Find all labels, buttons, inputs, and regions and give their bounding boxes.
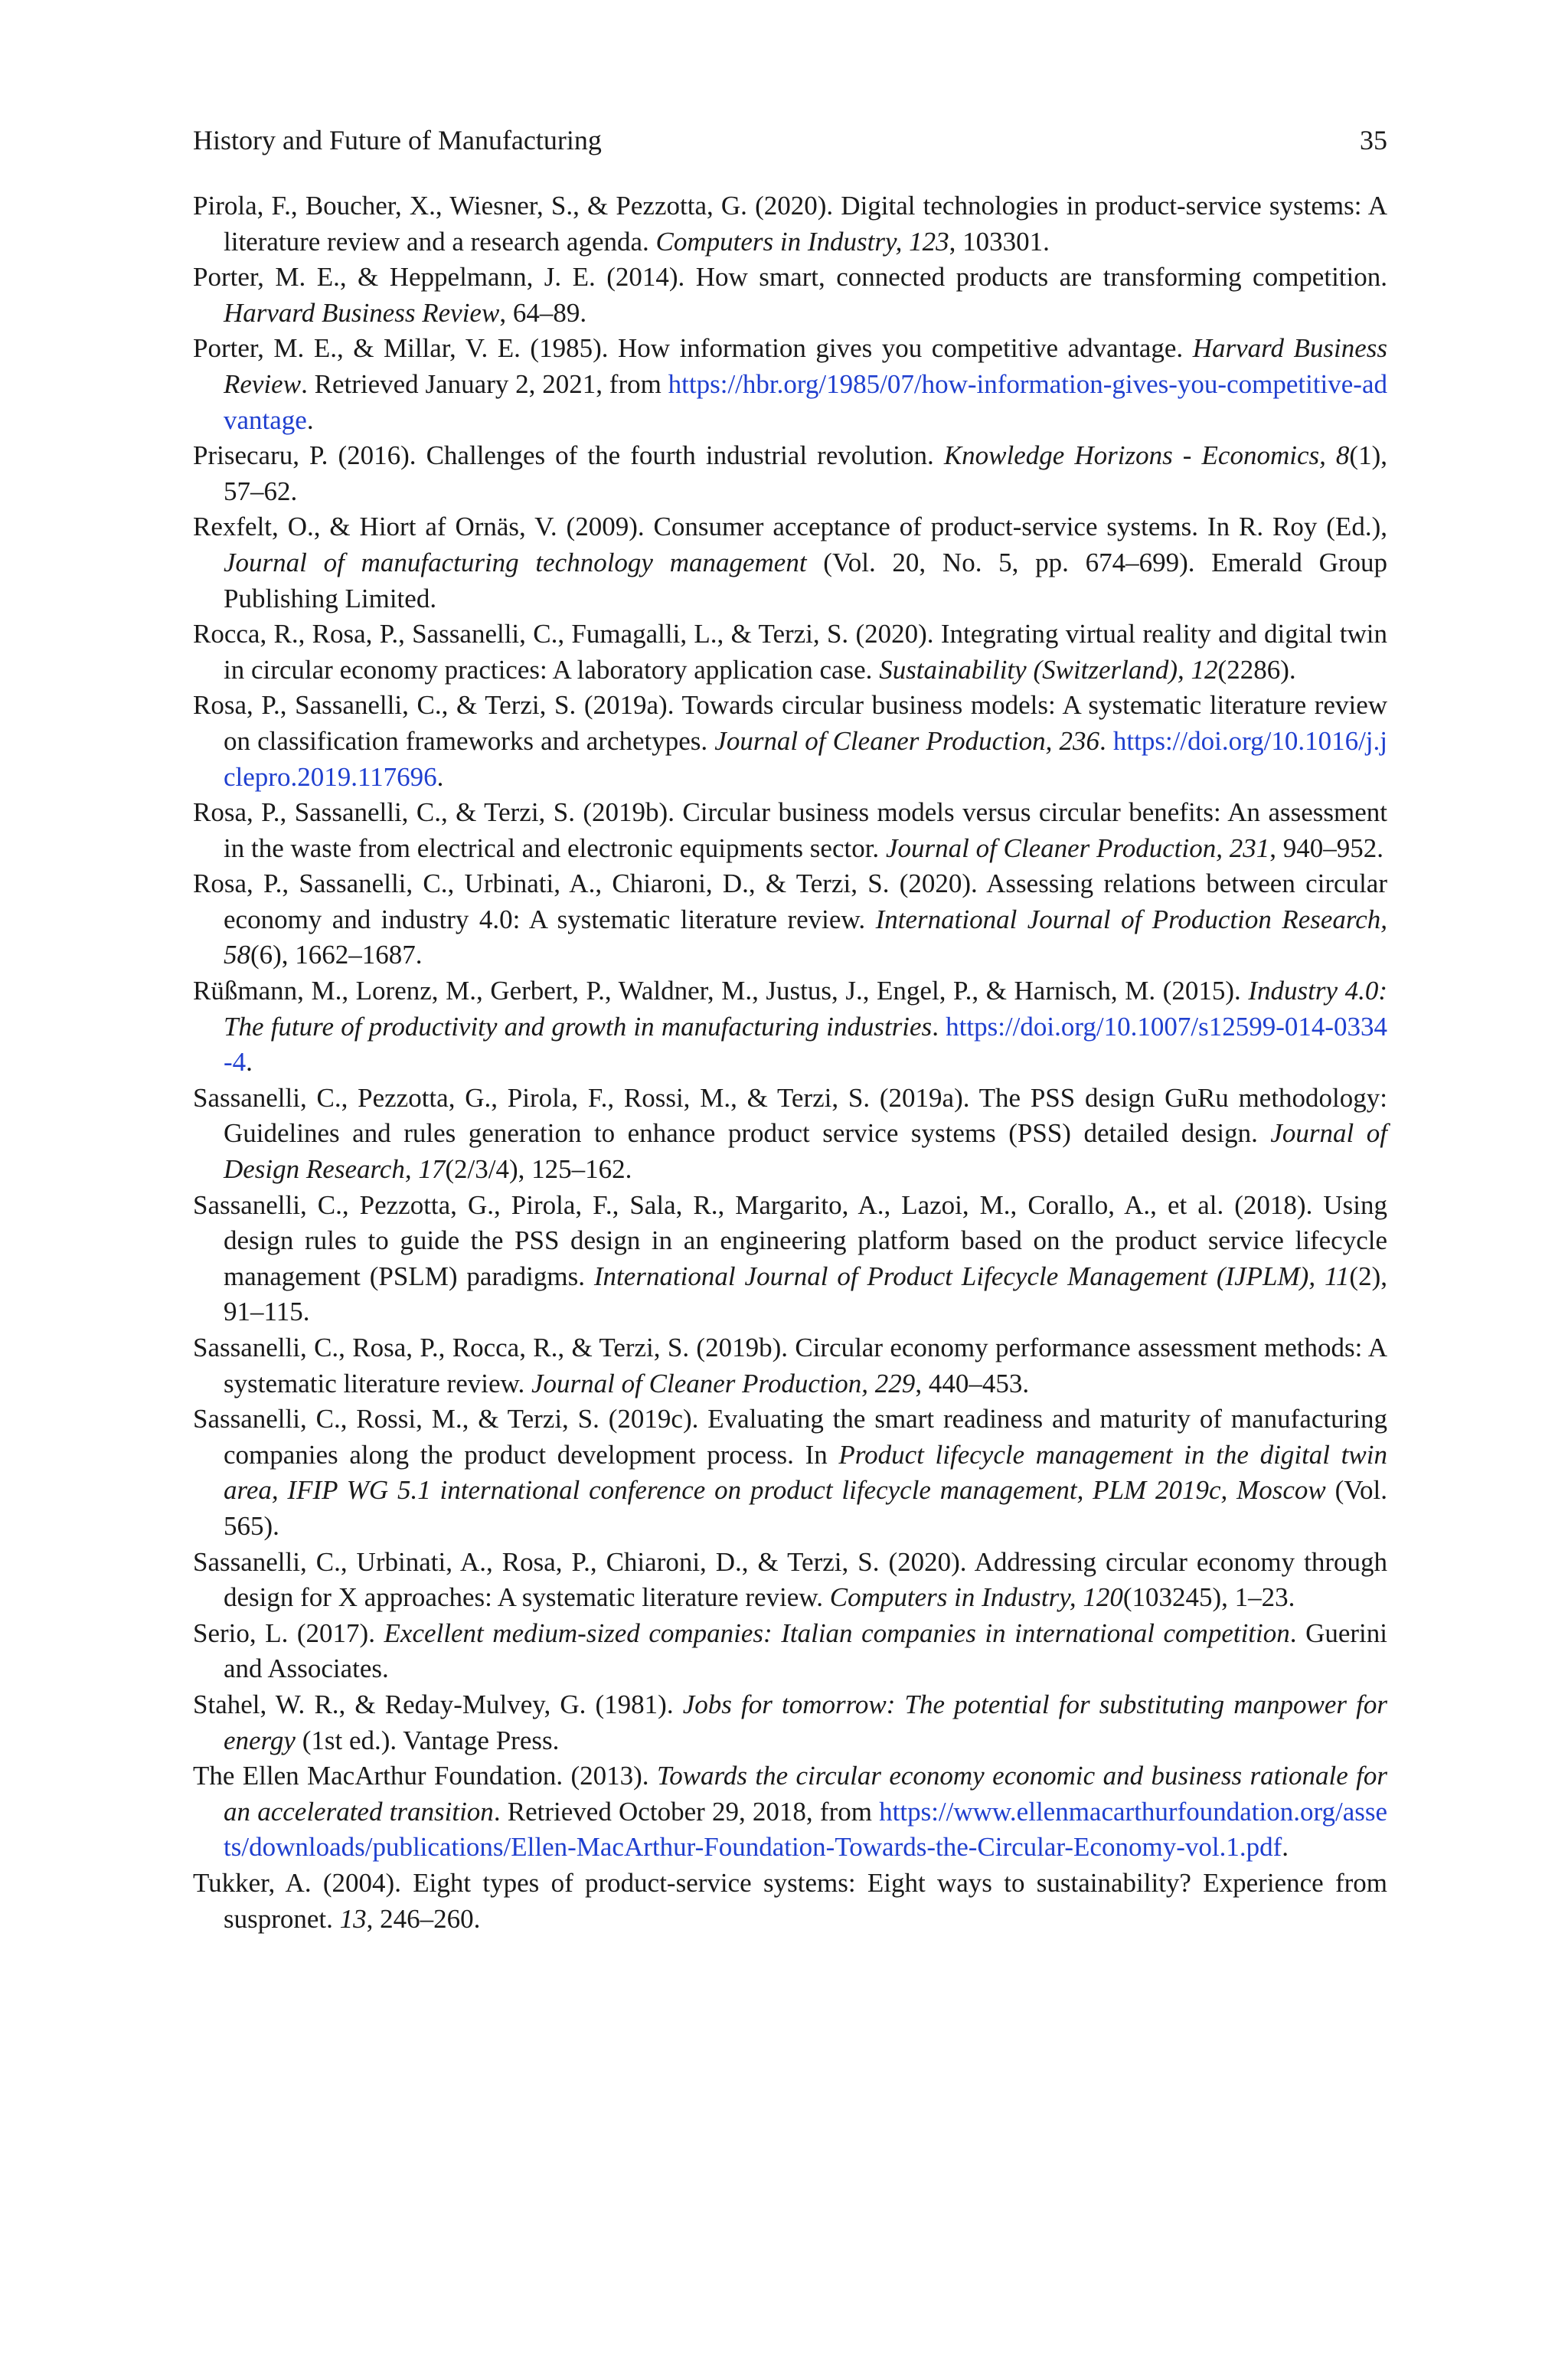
reference-link[interactable]: https://www.ellenmacarthurfoundation.org/assets/downloads/publications/Ellen-MacArthur-Foundation-Towards-the-Circular-Economy-vol.1.pdf bbox=[224, 1796, 1388, 1863]
reference-text: (2/3/4), 125–162. bbox=[445, 1154, 632, 1185]
reference-source-title: Knowledge Horizons - Economics, 8 bbox=[943, 440, 1350, 471]
reference-text: , 940–952. bbox=[1269, 832, 1383, 863]
reference-text: Pirola, F., Boucher, X., Wiesner, S., & Pezzotta, G. (2020). Digital technologies in product-service systems: A literature review and a research agenda. bbox=[193, 191, 1387, 257]
running-head bbox=[193, 123, 1387, 158]
reference-text: Rosa, P., Sassanelli, C., & Terzi, S. (2019b). Circular business models versus circular benefits: An assessment in the waste from electrical and electronic equipments sector. bbox=[193, 797, 1387, 863]
reference-text: Serio, L. (2017). bbox=[193, 1617, 384, 1648]
reference-text: , 103301. bbox=[949, 226, 1050, 257]
reference-entry bbox=[193, 1687, 1387, 1758]
reference-source-title: International Journal of Product Lifecycle Management (IJPLM), 11 bbox=[593, 1261, 1350, 1291]
reference-entry bbox=[193, 1758, 1387, 1866]
reference-source-title: Harvard Business Review bbox=[224, 333, 1387, 399]
reference-entry bbox=[193, 688, 1387, 795]
reference-entry bbox=[193, 973, 1387, 1081]
reference-source-title: Sustainability (Switzerland), 12 bbox=[879, 654, 1218, 685]
reference-text: . Guerini and Associates. bbox=[224, 1617, 1387, 1684]
reference-source-title: Journal of Cleaner Production, 231 bbox=[885, 832, 1270, 863]
reference-source-title: Journal of manufacturing technology management bbox=[224, 547, 807, 577]
reference-text: . bbox=[932, 1011, 946, 1042]
reference-text: (2), 91–115. bbox=[224, 1261, 1387, 1327]
reference-text: Sassanelli, C., Pezzotta, G., Pirola, F., Rossi, M., & Terzi, S. (2019a). The PSS design GuRu methodology: Guidelines and rules generation to enhance product service systems (PSS) detailed design. bbox=[193, 1082, 1387, 1149]
reference-entry bbox=[193, 1330, 1387, 1402]
reference-source-title: Journal of Design Research, 17 bbox=[224, 1118, 1387, 1185]
reference-entry bbox=[193, 1866, 1387, 1937]
reference-entry bbox=[193, 1402, 1387, 1544]
reference-link[interactable]: https://doi.org/10.1016/j.jclepro.2019.117696 bbox=[224, 725, 1388, 792]
reference-text: Tukker, A. (2004). Eight types of product-service systems: Eight ways to sustainability? Experience from suspronet. bbox=[193, 1867, 1387, 1934]
reference-text: Stahel, W. R., & Reday-Mulvey, G. (1981). bbox=[193, 1689, 683, 1719]
reference-source-title: Industry 4.0: The future of productivity and growth in manufacturing industries bbox=[224, 976, 1387, 1042]
reference-entry bbox=[193, 331, 1387, 438]
reference-source-title: Computers in Industry, 123 bbox=[655, 226, 949, 257]
reference-source-title: International Journal of Production Research, 58 bbox=[224, 904, 1388, 970]
reference-text: Sassanelli, C., Rosa, P., Rocca, R., & Terzi, S. (2019b). Circular economy performance assessment methods: A systematic literature review. bbox=[193, 1333, 1387, 1398]
reference-source-title: Journal of Cleaner Production, 229 bbox=[531, 1368, 916, 1398]
reference-text: (6), 1662–1687. bbox=[250, 940, 423, 970]
reference-text: Rüßmann, M., Lorenz, M., Gerbert, P., Waldner, M., Justus, J., Engel, P., & Harnisch, M. (2015). bbox=[193, 976, 1249, 1006]
reference-text: Rexfelt, O., & Hiort af Ornäs, V. (2009). Consumer acceptance of product-service systems. In R. Roy (Ed.), bbox=[193, 512, 1387, 542]
reference-entry bbox=[193, 438, 1387, 509]
reference-text: Sassanelli, C., Rossi, M., & Terzi, S. (2019c). Evaluating the smart readiness and maturity of manufacturing companies along the product development process. In bbox=[193, 1404, 1387, 1470]
reference-text: , 246–260. bbox=[366, 1903, 481, 1934]
reference-text: Rosa, P., Sassanelli, C., & Terzi, S. (2019a). Towards circular business models: A systematic literature review on classification frameworks and archetypes. bbox=[193, 690, 1387, 756]
reference-entry bbox=[193, 1545, 1387, 1616]
reference-source-title: 13 bbox=[339, 1903, 367, 1934]
reference-text: Porter, M. E., & Millar, V. E. (1985). How information gives you competitive advantage. bbox=[193, 333, 1193, 364]
reference-text: The Ellen MacArthur Foundation. (2013). bbox=[193, 1761, 657, 1791]
reference-source-title: Jobs for tomorrow: The potential for substituting manpower for energy bbox=[224, 1689, 1387, 1755]
reference-source-title: Computers in Industry, 120 bbox=[829, 1582, 1123, 1613]
reference-entry bbox=[193, 617, 1387, 688]
running-head-title: History and Future of Manufacturing bbox=[193, 125, 602, 155]
reference-text: . bbox=[306, 404, 314, 435]
reference-text: Sassanelli, C., Pezzotta, G., Pirola, F., Sala, R., Margarito, A., Lazoi, M., Corallo, A., et al. (2018). Using design rules to guide the PSS design in an engineering platform based on the product service lifecycle management (PSLM) paradigms. bbox=[193, 1189, 1387, 1291]
reference-list bbox=[193, 188, 1387, 1937]
page-number: 35 bbox=[1360, 125, 1387, 155]
reference-text: (1st ed.). Vantage Press. bbox=[295, 1725, 560, 1755]
reference-text: . Retrieved October 29, 2018, from bbox=[493, 1796, 880, 1827]
reference-text: , 440–453. bbox=[915, 1368, 1030, 1398]
reference-text: (1), 57–62. bbox=[224, 440, 1387, 506]
reference-entry bbox=[193, 866, 1387, 973]
reference-source-title: Product lifecycle management in the digital twin area, IFIP WG 5.1 international conference on product lifecycle management, PLM 2019c, Moscow bbox=[224, 1439, 1387, 1506]
reference-source-title: Towards the circular economy economic and business rationale for an accelerated transition bbox=[224, 1761, 1387, 1827]
reference-text: Rosa, P., Sassanelli, C., Urbinati, A., Chiaroni, D., & Terzi, S. (2020). Assessing relations between circular economy and industry 4.0: A systematic literature review. bbox=[193, 868, 1387, 934]
reference-text: . bbox=[1099, 725, 1113, 756]
reference-text: (2286). bbox=[1217, 654, 1296, 685]
reference-source-title: Harvard Business Review bbox=[224, 297, 500, 328]
reference-entry bbox=[193, 509, 1387, 617]
reference-text: (Vol. 20, No. 5, pp. 674–699). Emerald Group Publishing Limited. bbox=[224, 547, 1388, 613]
reference-source-title: Excellent medium-sized companies: Italian companies in international competition bbox=[384, 1617, 1290, 1648]
reference-text: . bbox=[1282, 1832, 1289, 1863]
reference-text: . Retrieved January 2, 2021, from bbox=[301, 368, 668, 399]
reference-text: , 64–89. bbox=[499, 297, 587, 328]
reference-entry bbox=[193, 1081, 1387, 1188]
reference-text: Sassanelli, C., Urbinati, A., Rosa, P., Chiaroni, D., & Terzi, S. (2020). Addressing circular economy through design for X approaches: A systematic literature review. bbox=[193, 1546, 1387, 1613]
reference-text: (103245), 1–23. bbox=[1122, 1582, 1295, 1613]
reference-text: Prisecaru, P. (2016). Challenges of the fourth industrial revolution. bbox=[193, 440, 944, 471]
reference-text: . bbox=[246, 1047, 253, 1078]
reference-entry bbox=[193, 188, 1387, 260]
reference-text: . bbox=[436, 761, 444, 792]
reference-text: (Vol. 565). bbox=[224, 1475, 1387, 1541]
reference-entry bbox=[193, 795, 1387, 866]
reference-text: Porter, M. E., & Heppelmann, J. E. (2014). How smart, connected products are transforming competition. bbox=[193, 262, 1387, 293]
reference-entry bbox=[193, 260, 1387, 331]
reference-source-title: Journal of Cleaner Production, 236 bbox=[714, 725, 1100, 756]
reference-text: Rocca, R., Rosa, P., Sassanelli, C., Fumagalli, L., & Terzi, S. (2020). Integrating virtual reality and digital twin in circular economy practices: A laboratory application case. bbox=[193, 619, 1387, 685]
reference-link[interactable]: https://doi.org/10.1007/s12599-014-0334-4 bbox=[224, 1011, 1388, 1078]
page bbox=[193, 123, 1387, 1937]
reference-link[interactable]: https://hbr.org/1985/07/how-information-gives-you-competitive-advantage bbox=[224, 368, 1387, 435]
reference-entry bbox=[193, 1188, 1387, 1330]
reference-entry bbox=[193, 1616, 1387, 1687]
